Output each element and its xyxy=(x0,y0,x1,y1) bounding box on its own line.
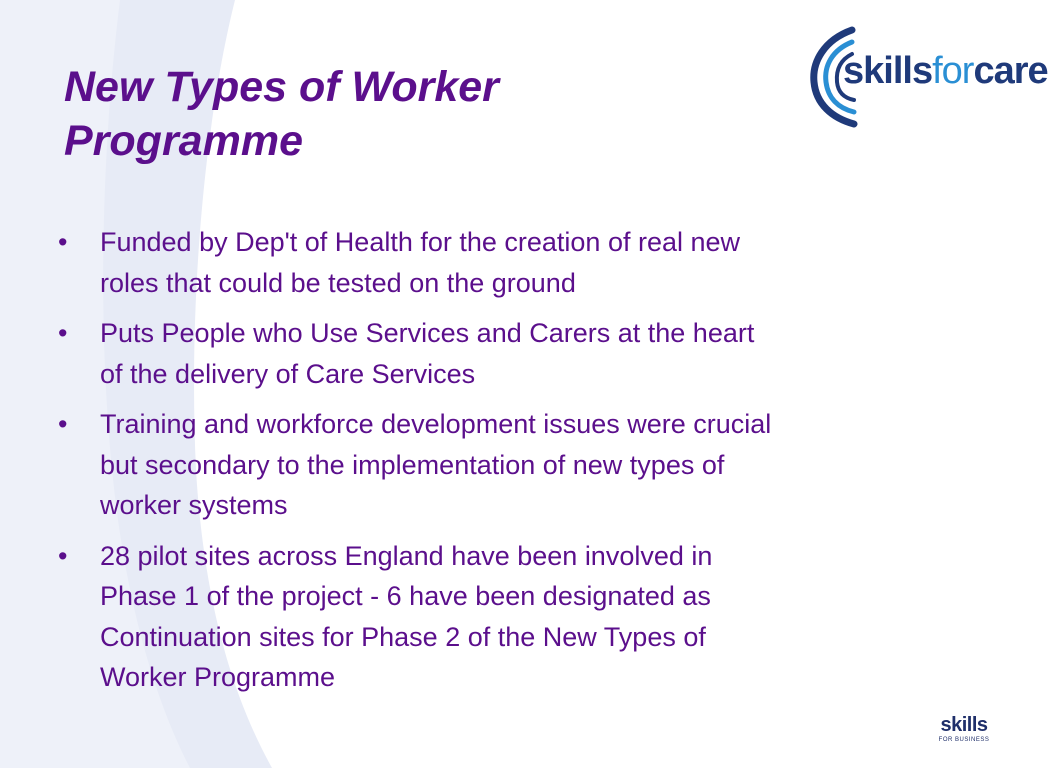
bullet-line: Training and workforce development issues were crucial xyxy=(100,409,772,439)
slide-title-line: New Types of Worker xyxy=(64,63,499,111)
bullet-dot-icon: • xyxy=(58,409,68,439)
bullet-line: Worker Programme xyxy=(100,662,336,692)
logo-word-skills: skills xyxy=(843,50,933,92)
bullet-dot-icon: • xyxy=(58,227,68,257)
bullet-line: roles that could be tested on the ground xyxy=(100,267,576,298)
bullet-line: Continuation sites for Phase 2 of the New Types of xyxy=(100,621,706,652)
bullet-line: of the delivery of Care Services xyxy=(100,358,476,389)
skills-for-care-logo xyxy=(806,26,1048,126)
bullet-line: Phase 1 of the project - 6 have been designated as xyxy=(100,581,711,611)
bullet-item xyxy=(58,313,958,394)
bullet-dot-icon: • xyxy=(58,540,68,571)
bullet-item xyxy=(58,536,958,698)
skills-for-business-logo xyxy=(934,714,994,754)
bullet-line: Funded by Dep't of Health for the creation of real new xyxy=(100,227,741,257)
skills-for-business-subtitle: FOR BUSINESS xyxy=(938,737,990,743)
skills-for-business-wordmark: skills xyxy=(940,714,988,736)
bullet-item xyxy=(58,222,958,303)
bullet-line: worker systems xyxy=(100,490,288,520)
bullet-line: 28 pilot sites across England have been involved in xyxy=(100,540,713,571)
logo-word-care: care xyxy=(973,50,1048,92)
slide-title-line: Programme xyxy=(64,117,303,165)
bullet-dot-icon: • xyxy=(58,318,68,348)
logo-wordmark xyxy=(843,48,1048,94)
bullet-item xyxy=(58,404,958,526)
logo-word-for: for xyxy=(932,50,974,92)
bullet-line: Puts People who Use Services and Carers at the heart xyxy=(100,318,755,348)
slide-title xyxy=(64,60,764,168)
bullet-line: but secondary to the implementation of new types of xyxy=(100,449,725,480)
bullet-list xyxy=(58,222,958,708)
